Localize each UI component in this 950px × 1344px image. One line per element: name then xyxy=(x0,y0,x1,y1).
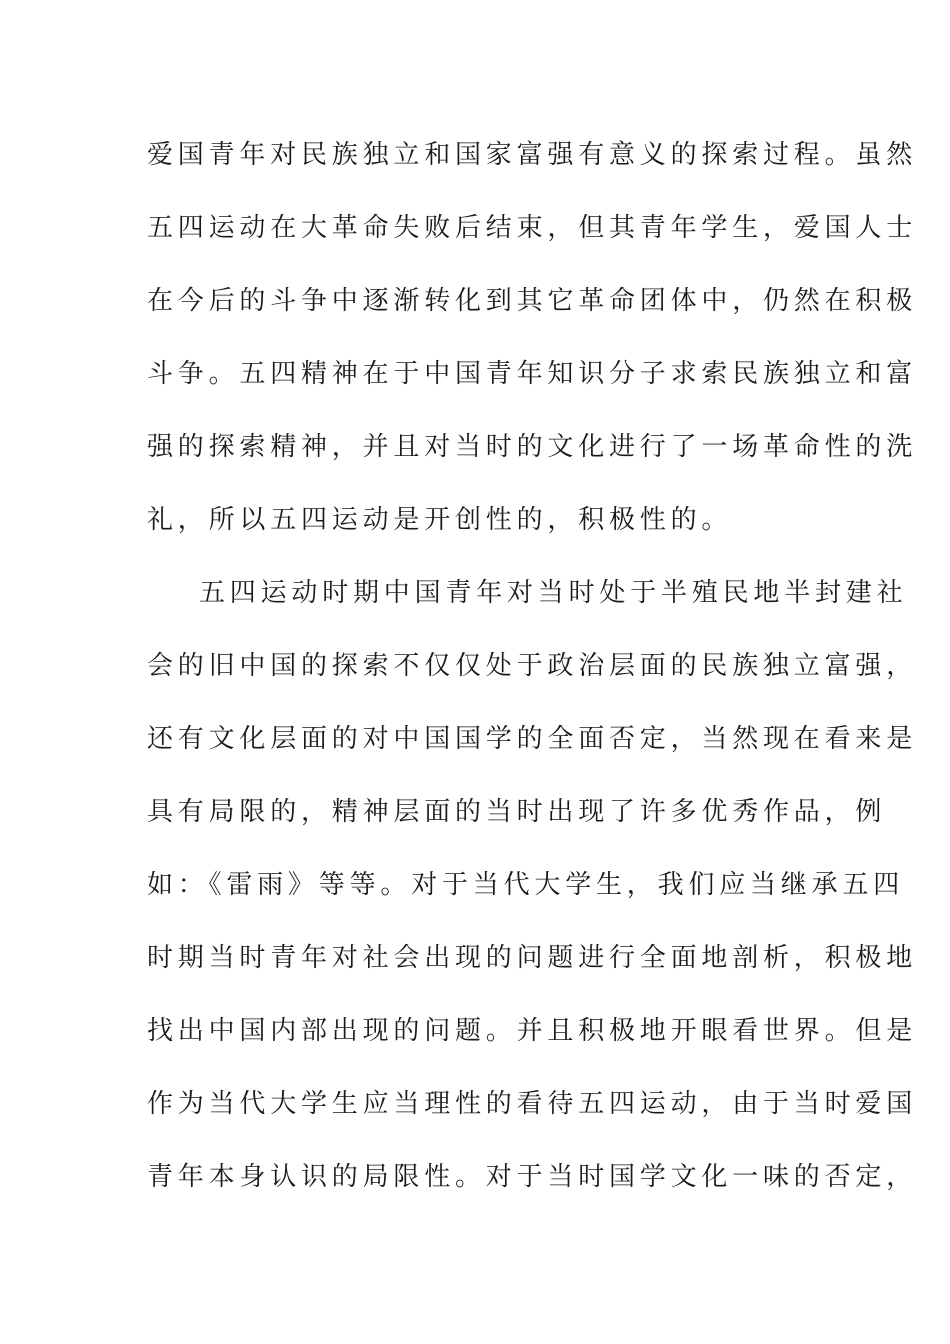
text-line: 找出中国内部出现的问题。并且积极地开眼看世界。但是 xyxy=(147,1016,918,1046)
text-line: 礼，所以五四运动是开创性的，积极性的。 xyxy=(147,505,733,535)
paragraph-first-line: 五四运动时期中国青年对当时处于半殖民地半封建社 xyxy=(199,578,908,608)
text-line: 爱国青年对民族独立和国家富强有意义的探索过程。虽然 xyxy=(147,140,918,170)
text-line: 青年本身认识的局限性。对于当时国学文化一味的否定， xyxy=(147,1162,918,1192)
text-line: 如：《雷雨》等等。对于当代大学生，我们应当继承五四 xyxy=(147,870,905,900)
text-line: 具有局限的，精神层面的当时出现了许多优秀作品，例 xyxy=(147,797,887,827)
text-line: 作为当代大学生应当理性的看待五四运动，由于当时爱国 xyxy=(147,1089,918,1119)
text-line: 还有文化层面的对中国国学的全面否定，当然现在看来是 xyxy=(147,724,918,754)
text-line: 强的探索精神，并且对当时的文化进行了一场革命性的洗 xyxy=(147,432,918,462)
text-line: 时期当时青年对社会出现的问题进行全面地剖析，积极地 xyxy=(147,943,918,973)
text-line: 五四运动在大革命失败后结束，但其青年学生，爱国人士 xyxy=(147,213,918,243)
text-line: 会的旧中国的探索不仅仅处于政治层面的民族独立富强， xyxy=(147,651,918,681)
text-line: 斗争。五四精神在于中国青年知识分子求索民族独立和富 xyxy=(147,359,918,389)
text-line: 在今后的斗争中逐渐转化到其它革命团体中，仍然在积极 xyxy=(147,286,918,316)
